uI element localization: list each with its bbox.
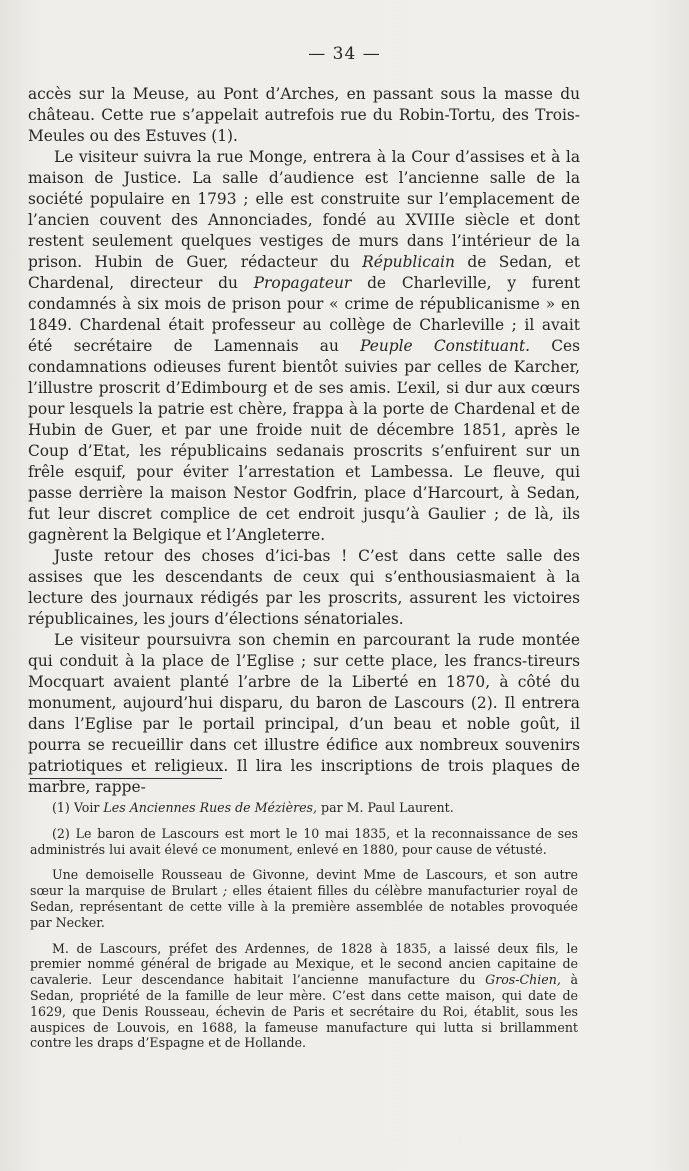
paragraph-2-text-c: de Charleville, y furent condamnés à six mois de prison pour « crime de républicanisme » en 1849. Chardenal était professeur au collège de Charleville ; il avait été secrétaire de Lamennais au (28, 274, 581, 355)
paragraph-3: Juste retour des choses d’ici-bas ! C’est dans cette salle des assises que les descendants de ceux qui s’enthousiasmaient à la lecture des journaux rédigés par les proscrits, assurent les victoires républicaines, les jours d’élections sénatoriales. (28, 547, 580, 628)
footnote-2-continued-2 (30, 941, 578, 1052)
newspaper-title-republicain: Républicain (362, 253, 455, 271)
footnote-1-book-title: Les Anciennes Rues de Mézières, (103, 800, 318, 815)
footnote-1-text-a: (1) Voir (52, 800, 104, 815)
footnote-1 (30, 800, 578, 816)
page-number: — 34 — (308, 44, 381, 64)
footnote-2-continued-2-text-a: M. de Lascours, préfet des Ardennes, de 1828 à 1835, a laissé deux fils, le premier nommé général de brigade au Mexique, et le second ancien capitaine de cavalerie. Leur descendance habitait l’ancienne manufacture du (30, 940, 578, 988)
footnote-2-continued-2-text-b: à Sedan, propriété de la famille de leur mère. C’est dans cette maison, qui date de 1629, que Denis Rousseau, échevin de Paris et secrétaire du Roi, établit, sous les auspices de Louvois, en 1688, la fameuse manufacture qui lutta si brillamment contre les draps d’Espagne et de Hollande. (30, 972, 578, 1051)
newspaper-title-peuple-constituant: Peuple Constituant. (360, 337, 531, 355)
paragraph-2-text-d: Ces condamnations odieuses furent bientôt suivies par celles de Karcher, l’illustre proscrit d’Edimbourg et de ses amis. L’exil, si dur aux cœurs pour lesquels la patrie est chère, frappa à la porte de Chardenal et de Hubin de Guer, et par une froide nuit de décembre 1851, après le Coup d’Etat, les républicains sedanais proscrits s’enfuirent sur un frêle esquif, pour éviter l’arrestation et Lambessa. Le fleuve, qui passe derrière la maison Nestor Godfrin, place d’Harcourt, à Sedan, fut leur discret complice de cet endroit jusqu’à Gaulier ; de là, ils gagnèrent la Belgique et l’Angleterre. (28, 337, 581, 544)
footnote-2-continued-1 (30, 867, 578, 930)
newspaper-title-propagateur: Propagateur (253, 274, 352, 292)
paragraph-2-text-a: Le visiteur suivra la rue Monge, entrera à la Cour d’assises et à la maison de Justice. La salle d’audience est l’ancienne salle de la société populaire en 1793 ; elle est construite sur l’emplacement de l’ancien couvent des Annonciades, fondé au XVIIIe siècle et dont restent seulement quelques vestiges de murs dans l’intérieur de la prison. Hubin de Guer, rédacteur du (28, 148, 580, 271)
footnote-separator (30, 778, 222, 779)
footnotes (30, 800, 578, 1061)
paragraph-2 (28, 147, 580, 546)
footnote-2-continued-1-text-b: elles étaient filles du célèbre manufacturier royal de Sedan, représentant de cette ville à la première assemblée de notables provoquée par Necker. (30, 883, 579, 930)
footnote-1-text-b: par M. Paul Laurent. (317, 800, 454, 815)
paragraph-4: Le visiteur poursuivra son chemin en parcourant la rude montée qui conduit à la place de l’Eglise ; sur cette place, les francs-tireurs Mocquart avaient planté l’arbre de la Liberté en 1870, à côté du monument, aujourd’hui disparu, du baron de Lascours (2). Il entrera dans l’Eglise par le portail principal, d’un beau et noble goût, il pourra se recueillir dans cet illustre édifice aux nombreux souvenirs patriotiques et religieux. Il lira les inscriptions de trois plaques de marbre, rappe- (28, 631, 580, 796)
footnote-2: (2) Le baron de Lascours est mort le 10 mai 1835, et la reconnaissance de ses administrés lui avait élevé ce monument, enlevé en 1880, pour cause de vétusté. (30, 825, 578, 857)
paragraph-2-text-b: de Sedan, et Chardenal, directeur du (28, 253, 580, 292)
main-text (28, 84, 580, 798)
footnote-2-continued-2-italic: Gros-Chien, (485, 972, 561, 988)
paragraph-1: accès sur la Meuse, au Pont d’Arches, en passant sous la masse du château. Cette rue s’appelait autrefois rue du Robin-Tortu, des Trois-Meules ou des Estuves (1). (28, 85, 580, 145)
footnote-2-continued-1-italic: ; (222, 883, 228, 899)
footnote-2-continued-1-text-a: Une demoiselle Rousseau de Givonne, devint Mme de Lascours, et son autre sœur la marquise de Brulart (30, 867, 578, 899)
